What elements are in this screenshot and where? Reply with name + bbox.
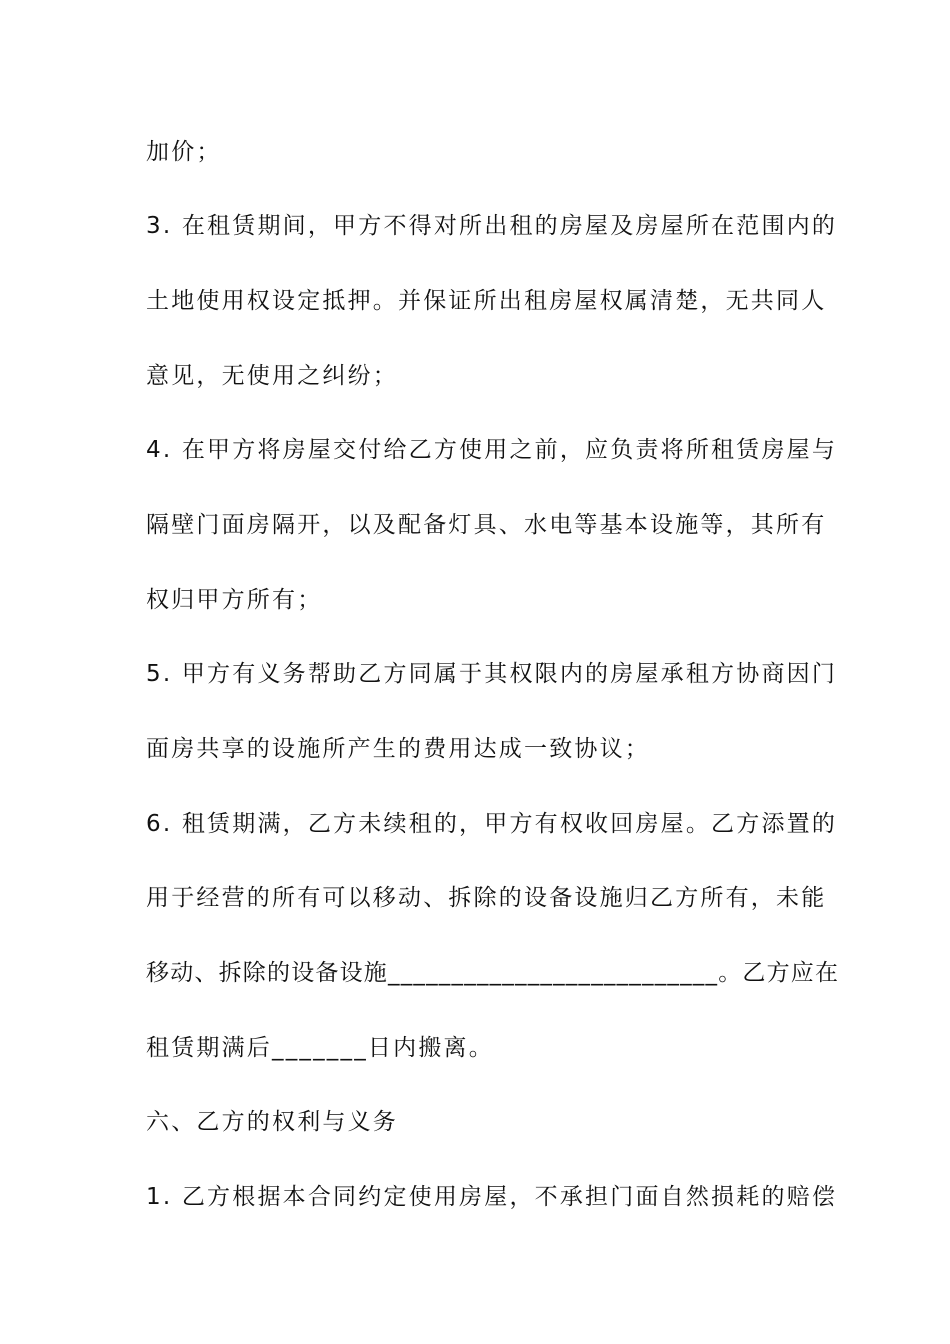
- text-line: 4. 在甲方将房屋交付给乙方使用之前，应负责将所租赁房屋与: [146, 437, 838, 463]
- text-line: 5. 甲方有义务帮助乙方同属于其权限内的房屋承租方协商因门: [146, 661, 838, 687]
- text-line: 6. 租赁期满，乙方未续租的，甲方有权收回房屋。乙方添置的: [146, 811, 838, 837]
- text-line-with-blank: 租赁期满后_______日内搬离。: [146, 1035, 494, 1061]
- section-heading: 六、乙方的权利与义务: [146, 1109, 398, 1135]
- text-line: 权归甲方所有；: [146, 587, 323, 613]
- text-line: 意见，无使用之纠纷；: [146, 363, 398, 389]
- text-line: 3. 在租赁期间，甲方不得对所出租的房屋及房屋所在范围内的: [146, 213, 838, 239]
- text-line: 隔壁门面房隔开，以及配备灯具、水电等基本设施等，其所有: [146, 512, 827, 538]
- text-line: 用于经营的所有可以移动、拆除的设备设施归乙方所有，未能: [146, 885, 827, 911]
- text-line: 1. 乙方根据本合同约定使用房屋，不承担门面自然损耗的赔偿: [146, 1184, 838, 1210]
- text-line: 面房共享的设施所产生的费用达成一致协议；: [146, 736, 650, 762]
- text-line: 土地使用权设定抵押。并保证所出租房屋权属清楚，无共同人: [146, 288, 827, 314]
- text-line: 加价；: [146, 139, 222, 165]
- text-line-with-blank: 移动、拆除的设备设施__________________________。乙方应在: [146, 960, 840, 986]
